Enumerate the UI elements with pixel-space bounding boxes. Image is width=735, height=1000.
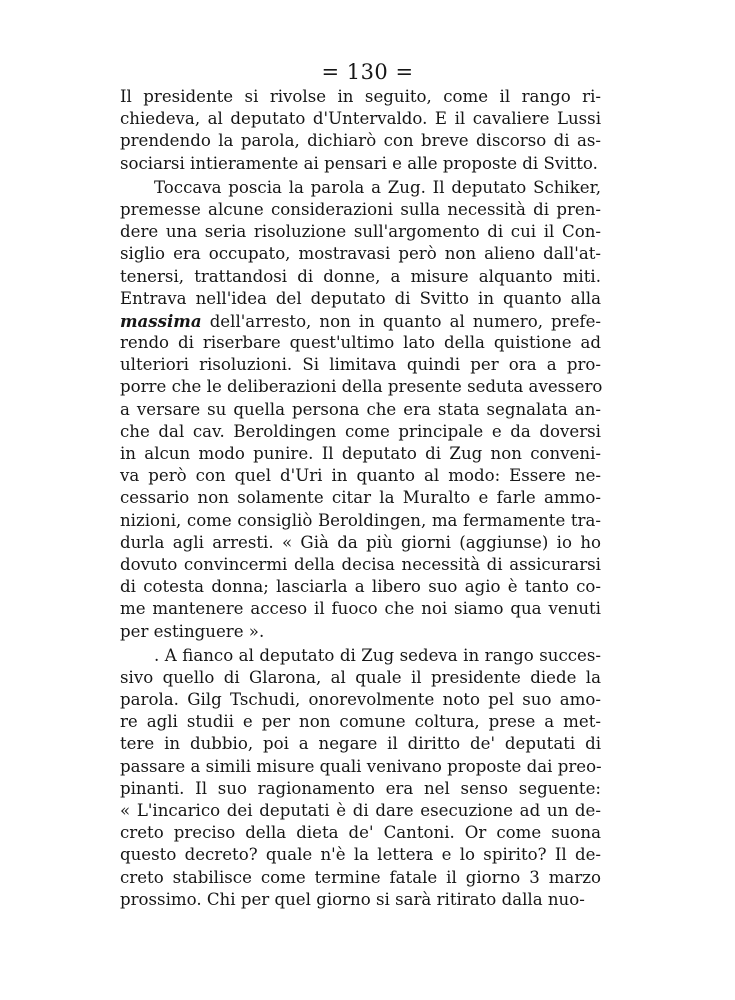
- text-line: per estinguere ».: [120, 621, 265, 641]
- text-line: ulteriori risoluzioni. Si limitava quindi per ora a pro-: [120, 355, 601, 375]
- text-line: massima dell'arresto, non in quanto al numero, prefe-: [120, 310, 601, 331]
- text-line: tere in dubbio, poi a negare il diritto de' deputati di: [120, 734, 601, 754]
- text-line: prendendo la parola, dichiarò con breve discorso di as-: [120, 131, 601, 151]
- paragraph: [120, 177, 601, 643]
- text-line: cessario non solamente citar la Muralto e farle ammo-: [120, 488, 601, 508]
- text-line: creto stabilisce come termine fatale il giorno 3 marzo: [120, 867, 601, 887]
- text-line: che dal cav. Beroldingen come principale e da doversi: [120, 421, 601, 441]
- paragraph: [120, 86, 601, 175]
- text-line: in alcun modo punire. Il deputato di Zug non conveni-: [120, 444, 601, 463]
- text-line: me mantenere acceso il fuoco che noi siamo qua venuti: [120, 599, 601, 619]
- text-line: prossimo. Chi per quel giorno si sarà ritirato dalla nuo-: [120, 889, 585, 909]
- text-line: « L'incarico dei deputati è di dare esecuzione ad un de-: [120, 801, 601, 820]
- text-line: sociarsi intieramente ai pensari e alle proposte di Svitto.: [120, 153, 598, 173]
- text-line: porre che le deliberazioni della presente seduta avessero: [120, 377, 603, 397]
- text-line: di cotesta donna; lasciarla a libero suo agio è tanto co-: [120, 577, 601, 597]
- text-line: va però con quel d'Uri in quanto al modo: Essere ne-: [120, 466, 601, 486]
- text-line: Il presidente si rivolse in seguito, come il rango ri-: [120, 87, 601, 106]
- text-line: premesse alcune considerazioni sulla necessità di pren-: [120, 199, 601, 219]
- text-line: chiedeva, al deputato d'Untervaldo. E il cavaliere Lussi: [120, 109, 601, 129]
- text-line: a versare su quella persona che era stata segnalata an-: [120, 399, 601, 419]
- text-line: dovuto convincermi della decisa necessità di assicurarsi: [120, 554, 601, 574]
- text-line: siglio era occupato, mostravasi però non alieno dall'at-: [120, 244, 601, 264]
- text-line: nizioni, come consigliò Beroldingen, ma fermamente tra-: [120, 510, 601, 530]
- text-line: re agli studii e per non comune coltura, prese a met-: [120, 712, 601, 732]
- text-line: durla agli arresti. « Già da più giorni (aggiunse) io ho: [120, 532, 601, 552]
- text-line: passare a simili misure quali venivano proposte dai preo-: [120, 756, 602, 776]
- text-line: dere una seria risoluzione sull'argomento di cui il Con-: [120, 222, 601, 242]
- text-line: pinanti. Il suo ragionamento era nel senso seguente:: [120, 778, 601, 798]
- text-line: parola. Gilg Tschudi, onorevolmente noto pel suo amo-: [120, 690, 601, 710]
- text-line: Toccava poscia la parola a Zug. Il deputato Schiker,: [154, 177, 601, 197]
- text-line: questo decreto? quale n'è la lettera e lo spirito? Il de-: [120, 845, 601, 865]
- text-line: sivo quello di Glarona, al quale il presidente diede la: [120, 667, 601, 687]
- paragraph: [120, 645, 601, 911]
- page-number: = 130 =: [321, 60, 414, 84]
- page-body: [120, 86, 601, 913]
- text-line: . A fianco al deputato di Zug sedeva in rango succes-: [154, 645, 601, 665]
- text-line: rendo di riserbare quest'ultimo lato della quistione ad: [120, 333, 601, 353]
- text-line: creto preciso della dieta de' Cantoni. Or come suona: [120, 823, 601, 843]
- text-line: Entrava nell'idea del deputato di Svitto in quanto alla: [120, 288, 601, 308]
- text-line: tenersi, trattandosi di donne, a misure alquanto miti.: [120, 266, 601, 286]
